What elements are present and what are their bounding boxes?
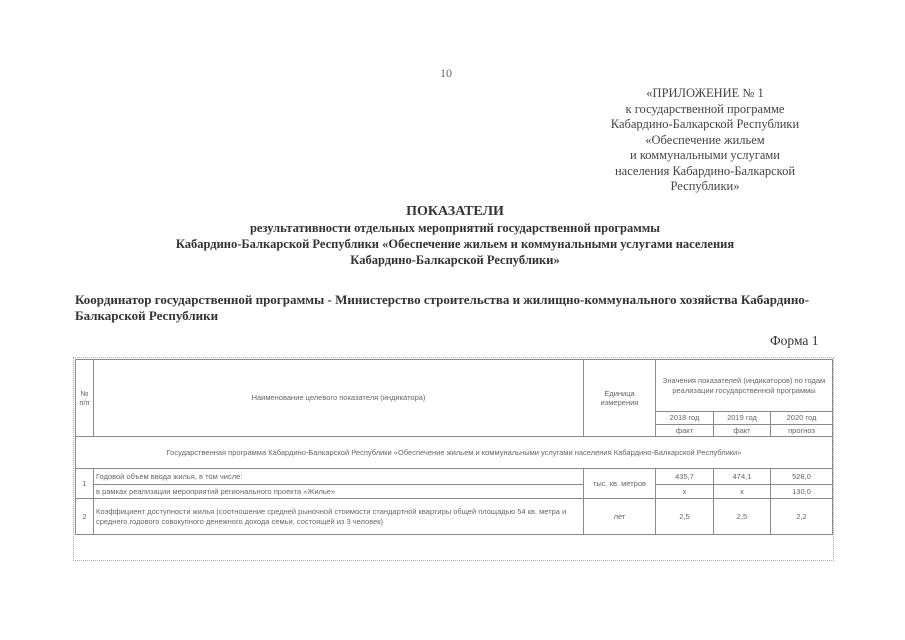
row-value: 435,7 [656, 469, 714, 485]
row-num: 1 [76, 469, 94, 499]
row-value: 528,0 [771, 469, 833, 485]
page-number: 10 [440, 66, 452, 80]
annex-line: населения Кабардино-Балкарской [614, 163, 796, 178]
annex-line: к государственной программе [625, 101, 785, 116]
row-sub-value: 130,0 [771, 485, 833, 499]
document-title: ПОКАЗАТЕЛИ [406, 204, 504, 219]
header-status: факт [656, 424, 714, 437]
row-sub-value: x [714, 485, 771, 499]
subtitle-line: Кабардино-Балкарской Республики «Обеспечение жильем и коммунальными услугами населения [175, 237, 735, 251]
subtitle-line: Кабардино-Балкарской Республики» [350, 253, 560, 267]
annex-line: Кабардино-Балкарской Республики [610, 117, 800, 131]
title-block [60, 203, 850, 268]
table-subrow [76, 485, 833, 499]
header-year: 2018 год [656, 412, 714, 425]
program-title: Государственная программа Кабардино-Балкарской Республики «Обеспечение жильем и коммунальными услугами населения Кабардино-Балкарской Республики» [76, 437, 833, 469]
table-row [76, 469, 833, 485]
annex-line: «ПРИЛОЖЕНИЕ № 1 [646, 86, 764, 100]
row-unit: лет [584, 499, 656, 535]
header-year: 2019 год [714, 412, 771, 425]
program-title-row [76, 437, 833, 469]
row-name: Коэффициент доступности жилья (соотношение средней рыночной стоимости стандартной квартиры общей площадью 54 кв. метра и среднего годового совокупного денежного дохода семьи, состоящей из 3 человек) [94, 499, 584, 535]
indicators-table [75, 359, 833, 535]
row-unit: тыс. кв. метров [584, 469, 656, 499]
document-subtitle [60, 220, 850, 268]
row-value: 2,5 [714, 499, 771, 535]
coordinator-text: Координатор государственной программы - Министерство строительства и жилищно-коммунального хозяйства Кабардино-Балкарской Республики [75, 292, 810, 323]
row-sub-name: в рамках реализации мероприятий регионального проекта «Жилье» [94, 485, 584, 499]
row-value: 2,5 [656, 499, 714, 535]
annex-header [560, 86, 850, 195]
form-label: Форма 1 [770, 333, 819, 348]
header-status: прогноз [771, 424, 833, 437]
header-status: факт [714, 424, 771, 437]
subtitle-line: результативности отдельных мероприятий государственной программы [249, 221, 661, 235]
header-num: № п/п [76, 360, 94, 437]
annex-line: и коммунальными услугами [630, 148, 780, 162]
row-name: Годовой объем ввода жилья, в том числе: [94, 469, 584, 485]
row-sub-value: x [656, 485, 714, 499]
table-row [76, 499, 833, 535]
header-name: Наименование целевого показателя (индикатора) [94, 360, 584, 437]
row-value: 2,2 [771, 499, 833, 535]
header-values: Значения показателей (индикаторов) по годам реализации государственной программы [656, 360, 833, 412]
header-row [76, 360, 833, 412]
header-year: 2020 год [771, 412, 833, 425]
annex-line: «Обеспечение жильем [645, 132, 765, 147]
row-num: 2 [76, 499, 94, 535]
annex-line: Республики» [670, 179, 740, 193]
header-unit: Единица измерения [584, 360, 656, 437]
row-value: 474,1 [714, 469, 771, 485]
